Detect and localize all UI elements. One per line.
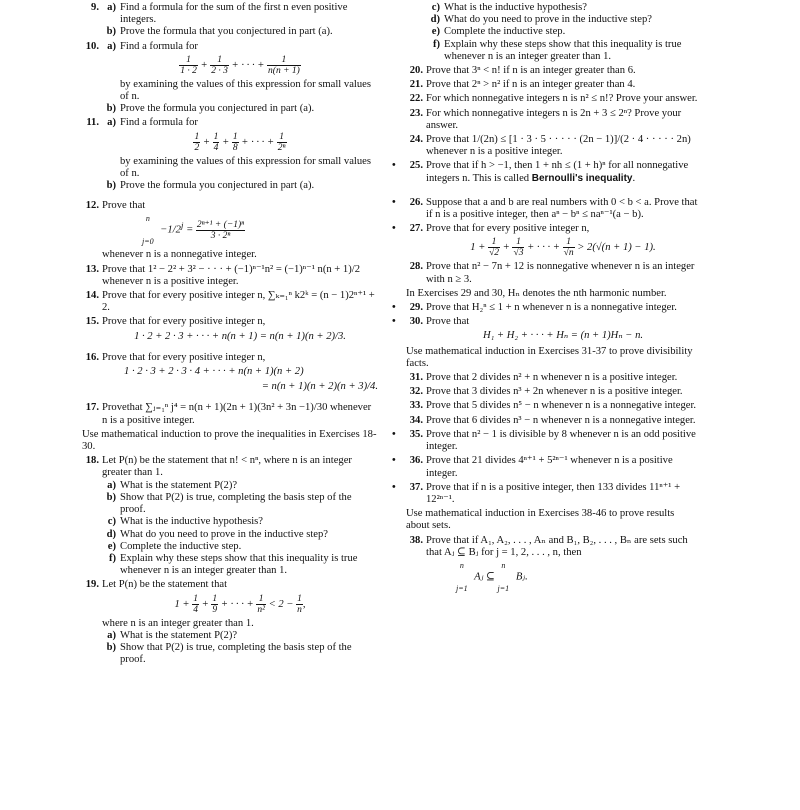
formula: 1 + $\frac{1}{4}$ + $\frac{1}{9}$ + · · · + $\frac{1}{\text{n²}}$ < 2 − $\frac{1}{n}$ , <box>174 593 306 615</box>
exercise-38 <box>406 535 700 593</box>
part-label: b) <box>106 180 116 192</box>
exercise-text: Prove that 1² − 2² + 3² − · · · + (−1)ⁿ⁻¹n² = (−1)ⁿ⁻¹ n(n + 1)/2 whenever n is a positive integer. <box>102 263 360 287</box>
exercise-number: 16. <box>85 351 99 363</box>
exercise-text: Prove that 6 divides n³ − n whenever n is a nonnegative integer. <box>426 414 696 426</box>
exercise-number: 34. <box>409 414 423 426</box>
exercise-text: Prove that if n is a positive integer, then 133 divides 11ⁿ⁺¹ + 12²ⁿ⁻¹. <box>426 481 681 505</box>
part-label: a) <box>107 117 116 129</box>
exercise-number: 38. <box>409 534 423 546</box>
part-text: by examining the values of this expression for small values of n. <box>120 78 371 103</box>
exercise-number: • 27. <box>390 223 423 235</box>
part-text: What is the statement P(2)? <box>120 629 238 641</box>
part-text: Prove the formula that you conjectured in part (a). <box>120 26 333 38</box>
part-text: Find a formula for the sum of the first n even positive integers. <box>120 2 348 26</box>
exercise-number: 14. <box>85 290 99 302</box>
exercise-number: • 37. <box>390 482 423 494</box>
formula: $\frac{1}{1 \cdot 2}$ + $\frac{1}{2 \cdot 3}$ + · · · + $\frac{1}{n(n + 1)}$ <box>180 54 300 76</box>
instructions: Use mathematical induction in Exercises 31-37 to prove divisibility facts. <box>406 345 693 369</box>
exercise-25: • 25. Prove that if h > −1, then 1 + nh ≤ (1 + h)ⁿ for all nonnegative integers n. This is called Bernoulli's inequality. <box>406 160 700 184</box>
part-text: What do you need to prove in the inductive step? <box>120 528 328 540</box>
exercise-text: Prove that for every positive integer n, ∑ₖ₌₁ⁿ k2ᵏ = (n − 1)2ⁿ⁺¹ + 2. <box>102 290 375 314</box>
exercise-24 <box>406 134 700 158</box>
exercise-number: • 35. <box>390 429 423 441</box>
exercise-number: 23. <box>409 107 423 119</box>
part-text: What is the inductive hypothesis? <box>120 516 263 528</box>
exercise-number: 19. <box>85 579 99 591</box>
exercise-text: Let P(n) be the statement that <box>102 579 228 591</box>
exercise-text: For which nonnegative integers n is n² ≤ n!? Prove your answer. <box>426 93 698 105</box>
exercise-number: • 29. <box>390 302 423 314</box>
exercise-text: Prove that 3ⁿ < n! if n is an integer greater than 6. <box>426 65 636 77</box>
part-label: b) <box>106 26 116 38</box>
exercise-28 <box>406 261 700 285</box>
right-column <box>406 2 700 596</box>
exercise-text: Prove that for every positive integer n, <box>102 316 266 328</box>
exercise-13 <box>82 264 378 288</box>
exercise-22 <box>406 93 700 105</box>
exercise-20 <box>406 65 700 77</box>
exercise-37 <box>406 482 700 506</box>
exercise-15 <box>82 316 378 342</box>
exercise-30 <box>406 316 700 342</box>
left-column <box>82 2 378 668</box>
exercise-number: 22. <box>409 93 423 105</box>
exercise-text: whenever n is a nonnegative integer. <box>102 249 257 261</box>
formula: = n(n + 1)(n + 2)(n + 3)/4. <box>261 381 378 393</box>
exercise-number: 21. <box>409 79 423 91</box>
exercise-35 <box>406 429 700 453</box>
exercise-number: • 26. <box>390 197 423 209</box>
exercise-number: 12. <box>85 200 99 212</box>
part-text: Show that P(2) is true, completing the basis step of the proof. <box>120 491 352 516</box>
exercise-text: Prove that 5 divides n⁵ − n whenever n is a nonnegative integer. <box>426 400 697 412</box>
exercise-number: • 25. <box>390 160 423 172</box>
exercise-text: For which nonnegative integers n is 2n + 3 ≤ 2ⁿ? Prove your answer. <box>426 107 682 131</box>
exercise-32 <box>406 386 700 398</box>
exercise-26 <box>406 197 700 221</box>
exercise-14 <box>82 290 378 314</box>
part-text: Complete the inductive step. <box>444 26 566 38</box>
instructions: Use mathematical induction to prove the inequalities in Exercises 18-30. <box>82 428 377 453</box>
formula: 1 · 2 + 2 · 3 + · · · + n(n + 1) = n(n + 1)(n + 2)/3. <box>134 330 346 342</box>
part-text: Explain why these steps show that this inequality is true whenever n is an integer greater than 1. <box>444 38 682 62</box>
exercise-number: • 36. <box>390 455 423 467</box>
exercise-number: 11. <box>86 117 99 129</box>
part-label: a) <box>107 2 116 13</box>
part-text: Find a formula for <box>120 117 198 129</box>
formula: 1 + $\frac{1}{√2}$ + $\frac{1}{√3}$ + · · · + $\frac{1}{√n}$ > 2(√(n + 1) − 1). <box>470 237 656 259</box>
exercise-text: Prove that if h > −1, then 1 + nh ≤ (1 + h)ⁿ for all nonnegative integers n. This is called <box>426 160 689 184</box>
exercise-text: Prove that 3 divides n³ + 2n whenever n is a positive integer. <box>426 386 683 398</box>
exercise-text: Prove that n² − 7n + 12 is nonnegative whenever n is an integer with n ≥ 3. <box>426 261 695 285</box>
exercise-number: 9. <box>91 2 99 13</box>
instructions: Use mathematical induction in Exercises 38-46 to prove results about sets. <box>406 508 675 532</box>
exercise-31 <box>406 372 700 384</box>
formula: $\frac{1}{2}$ + $\frac{1}{4}$ + $\frac{1}{8}$ + · · · + $\frac{1}{\text{2ⁿ}}$ <box>194 131 286 153</box>
exercise-text: Let P(n) be the statement that n! < nⁿ, where n is an integer greater than 1. <box>102 455 352 479</box>
exercise-12 <box>82 200 378 261</box>
exercise-33 <box>406 400 700 412</box>
exercise-number: 31. <box>409 372 423 384</box>
exercise-number: 24. <box>409 134 423 146</box>
exercise-34 <box>406 415 700 427</box>
exercise-text: where n is an integer greater than 1. <box>102 617 254 629</box>
instructions: In Exercises 29 and 30, Hₙ denotes the nth harmonic number. <box>406 287 667 299</box>
exercise-text: Prove that 2 divides n² + n whenever n is a positive integer. <box>426 372 678 384</box>
part-label: a) <box>107 40 116 52</box>
exercise-text: Suppose that a and b are real numbers with 0 < b < a. Prove that if n is a positive integer, then aⁿ − bⁿ ≤ naⁿ⁻¹(a − b). <box>426 196 698 221</box>
exercise-text: Prove that for every positive integer n, <box>102 351 266 363</box>
exercise-text: Prove that <box>426 316 470 328</box>
formula: n $j=0 -1/2^j$ = $\frac{\text{2ⁿ⁺¹ + (−1)ⁿ}}{\text{3 · 2ⁿ}}$ <box>142 214 245 247</box>
exercise-text: Prove that <box>102 200 146 212</box>
part-text: Find a formula for <box>120 40 198 52</box>
exercise-text: Prove that if A₁, A₂, . . . , Aₙ and B₁, B₂, . . . , Bₙ are sets such that Aⱼ ⊆ Bⱼ for j = 1, 2, . . . , n, then <box>426 534 688 558</box>
exercise-text: Prove that for every positive integer n, <box>426 223 590 235</box>
term-bold: Bernoulli's inequality <box>531 172 633 184</box>
exercise-19: 19. Let P(n) be the statement that 1 + $\frac{1}{4}$ + $\frac{1}{9}$ + · · · + $\frac{1}{\text{n²}}$ < 2 − $\frac{1}{n}$ , where n is an integer greater than 1. a) What is the statement P(2)? b) Show that P(2) is true, completing the basis step of the proof. <box>82 579 378 666</box>
exercise-text: Prove that 2ⁿ > n² if n is an integer greater than 4. <box>426 79 636 91</box>
part-text: by examining the values of this expression for small values of n. <box>120 155 371 179</box>
exercise-18: 18. Let P(n) be the statement that n! < nⁿ, where n is an integer greater than 1. a) What is the statement P(2)? b) Show that P(2) is true, completing the basis step of the proof. c) What is the inductive hypothesis? d) What do you need to prove in the inductive step? e) Complete the inductive step. f) Explain why these steps show that this inequality is true whenever n is an integer greater than 1. <box>82 455 378 577</box>
exercise-17 <box>82 402 378 426</box>
exercise-36 <box>406 455 700 479</box>
formula: H₁ + H₂ + · · · + Hₙ = (n + 1)Hₙ − n. <box>482 330 644 342</box>
exercise-text: Prove that H₂ⁿ ≤ 1 + n whenever n is a nonnegative integer. <box>426 302 677 314</box>
formula: 1 · 2 · 3 + 2 · 3 · 4 + · · · + n(n + 1)(n + 2) <box>124 366 304 378</box>
exercise-21 <box>406 79 700 91</box>
exercise-number: 10. <box>85 40 99 52</box>
exercise-number: 15. <box>85 316 99 328</box>
exercise-23 <box>406 108 700 132</box>
exercise-9 <box>82 2 378 39</box>
part-text: Prove the formula you conjectured in part (a). <box>120 103 315 115</box>
exercise-number: 18. <box>85 455 99 467</box>
part-text: Show that P(2) is true, completing the basis step of the proof. <box>120 641 352 666</box>
exercise-text: Prove that 1/(2n) ≤ [1 · 3 · 5 · · · · · (2n − 1)]/(2 · 4 · · · · · 2n) whenever n is a positive integer. <box>426 134 691 158</box>
exercise-27 <box>406 223 700 258</box>
part-text: Explain why these steps show that this inequality is true whenever n is an integer greater than 1. <box>120 552 358 577</box>
part-label: b) <box>106 103 116 115</box>
exercise-number: 20. <box>409 65 423 77</box>
exercise-29 <box>406 302 700 314</box>
part-text: Complete the inductive step. <box>120 540 242 552</box>
exercise-16 <box>82 352 378 394</box>
part-text: What do you need to prove in the inductive step? <box>444 14 652 26</box>
exercise-number: 13. <box>85 263 99 275</box>
exercise-number: 32. <box>409 386 423 398</box>
exercise-11 <box>82 117 378 192</box>
exercise-number: 17. <box>85 402 99 414</box>
exercise-10 <box>82 41 378 116</box>
exercise-number: 33. <box>409 400 423 412</box>
exercise-19-continued: c) What is the inductive hypothesis? d) What do you need to prove in the inductive step? e) Complete the inductive step. f) Explain why these steps show that this inequality is true whenever n is an integer greater than 1. <box>430 2 682 62</box>
exercise-text: Prove that 21 divides 4ⁿ⁺¹ + 5²ⁿ⁻¹ whenever n is a positive integer. <box>426 455 673 479</box>
part-text: What is the inductive hypothesis? <box>444 2 587 13</box>
part-text: Prove the formula you conjectured in part (a). <box>120 180 315 192</box>
exercise-text: Prove that n² − 1 is divisible by 8 whenever n is an odd positive integer. <box>426 428 696 453</box>
part-text: What is the statement P(2)? <box>120 479 238 491</box>
exercise-number: • 30. <box>390 316 423 328</box>
exercise-text: Provethat ∑ⱼ₌₁ⁿ j⁴ = n(n + 1)(2n + 1)(3n² + 3n −1)/30 whenever n is a positive integer. <box>102 402 372 426</box>
exercise-number: 28. <box>409 261 423 273</box>
formula: n j=1 Aⱼ ⊆ n j=1 Bⱼ. <box>456 560 528 593</box>
